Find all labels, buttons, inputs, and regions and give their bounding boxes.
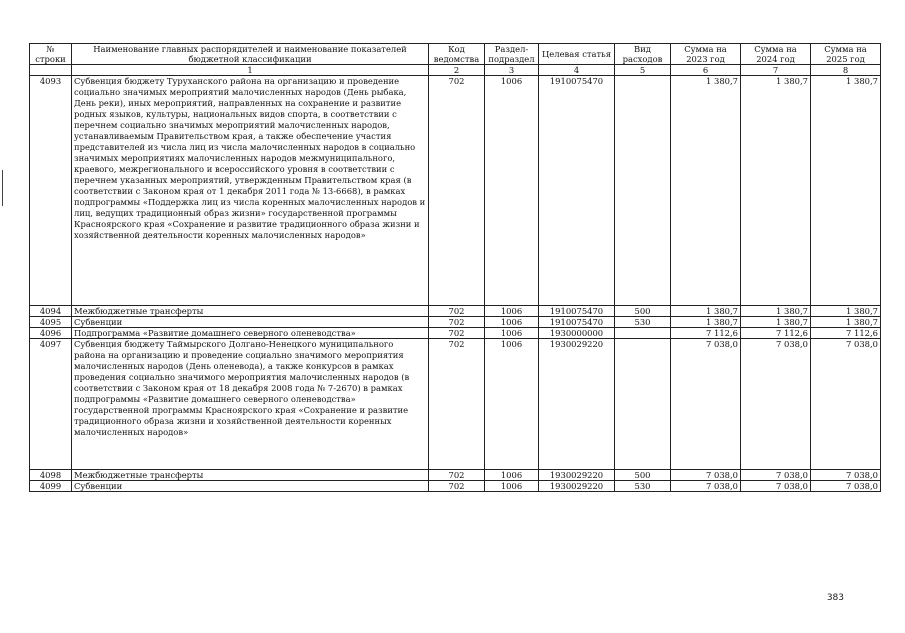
row-dept: 702 bbox=[429, 481, 485, 492]
table-row bbox=[30, 306, 881, 317]
row-sum-2025: 7 038,0 bbox=[811, 339, 881, 470]
header-row bbox=[30, 44, 881, 65]
header-exp-type: Вид расходов bbox=[615, 44, 671, 65]
row-section: 1006 bbox=[485, 317, 539, 328]
header-sum-2023: Сумма на 2023 год bbox=[671, 44, 741, 65]
row-sum-2023: 7 038,0 bbox=[671, 339, 741, 470]
header-dept: Код ведомства bbox=[429, 44, 485, 65]
row-name: Субвенции bbox=[72, 481, 429, 492]
row-exp-type: 530 bbox=[615, 317, 671, 328]
row-section: 1006 bbox=[485, 76, 539, 306]
row-sum-2024: 7 112,6 bbox=[741, 328, 811, 339]
row-dept: 702 bbox=[429, 470, 485, 481]
table-row bbox=[30, 481, 881, 492]
row-sum-2024: 1 380,7 bbox=[741, 317, 811, 328]
row-no: 4093 bbox=[30, 76, 72, 306]
margin-mark bbox=[2, 170, 3, 206]
row-no: 4097 bbox=[30, 339, 72, 470]
row-sum-2025: 1 380,7 bbox=[811, 76, 881, 306]
row-sum-2023: 1 380,7 bbox=[671, 306, 741, 317]
row-no: 4096 bbox=[30, 328, 72, 339]
row-dept: 702 bbox=[429, 328, 485, 339]
row-sum-2024: 1 380,7 bbox=[741, 76, 811, 306]
row-target: 1930029220 bbox=[539, 339, 615, 470]
row-sum-2023: 1 380,7 bbox=[671, 317, 741, 328]
row-name: Субвенции bbox=[72, 317, 429, 328]
row-sum-2024: 7 038,0 bbox=[741, 339, 811, 470]
row-name: Межбюджетные трансферты bbox=[72, 306, 429, 317]
row-dept: 702 bbox=[429, 306, 485, 317]
row-target: 1930000000 bbox=[539, 328, 615, 339]
row-dept: 702 bbox=[429, 317, 485, 328]
col-number: 7 bbox=[741, 65, 811, 76]
row-target: 1910075470 bbox=[539, 306, 615, 317]
page-number: 383 bbox=[826, 593, 844, 603]
row-no: 4094 bbox=[30, 306, 72, 317]
row-exp-type: 500 bbox=[615, 470, 671, 481]
row-target: 1930029220 bbox=[539, 470, 615, 481]
col-number bbox=[30, 65, 72, 76]
row-sum-2025: 7 038,0 bbox=[811, 470, 881, 481]
table-row bbox=[30, 339, 881, 470]
row-exp-type bbox=[615, 328, 671, 339]
header-sum-2024: Сумма на 2024 год bbox=[741, 44, 811, 65]
table-row bbox=[30, 328, 881, 339]
row-sum-2025: 7 112,6 bbox=[811, 328, 881, 339]
row-name: Подпрограмма «Развитие домашнего северного оленеводства» bbox=[72, 328, 429, 339]
row-target: 1910075470 bbox=[539, 76, 615, 306]
row-no: 4095 bbox=[30, 317, 72, 328]
row-sum-2023: 1 380,7 bbox=[671, 76, 741, 306]
row-sum-2024: 1 380,7 bbox=[741, 306, 811, 317]
row-exp-type: 530 bbox=[615, 481, 671, 492]
table-row bbox=[30, 470, 881, 481]
column-number-row bbox=[30, 65, 881, 76]
col-number: 3 bbox=[485, 65, 539, 76]
row-no: 4098 bbox=[30, 470, 72, 481]
row-sum-2023: 7 038,0 bbox=[671, 470, 741, 481]
col-number: 8 bbox=[811, 65, 881, 76]
row-section: 1006 bbox=[485, 306, 539, 317]
col-number: 2 bbox=[429, 65, 485, 76]
row-section: 1006 bbox=[485, 470, 539, 481]
header-row-no: № строки bbox=[30, 44, 72, 65]
row-no: 4099 bbox=[30, 481, 72, 492]
row-sum-2023: 7 112,6 bbox=[671, 328, 741, 339]
row-sum-2023: 7 038,0 bbox=[671, 481, 741, 492]
row-section: 1006 bbox=[485, 481, 539, 492]
row-dept: 702 bbox=[429, 76, 485, 306]
table-row bbox=[30, 317, 881, 328]
header-section: Раздел-подраздел bbox=[485, 44, 539, 65]
row-exp-type: 500 bbox=[615, 306, 671, 317]
row-name: Межбюджетные трансферты bbox=[72, 470, 429, 481]
row-sum-2025: 7 038,0 bbox=[811, 481, 881, 492]
header-sum-2025: Сумма на 2025 год bbox=[811, 44, 881, 65]
col-number: 5 bbox=[615, 65, 671, 76]
row-target: 1910075470 bbox=[539, 317, 615, 328]
row-sum-2025: 1 380,7 bbox=[811, 317, 881, 328]
row-exp-type bbox=[615, 339, 671, 470]
table-row bbox=[30, 76, 881, 306]
row-exp-type bbox=[615, 76, 671, 306]
budget-table bbox=[29, 43, 881, 492]
col-number: 1 bbox=[72, 65, 429, 76]
header-target: Целевая статья bbox=[539, 44, 615, 65]
row-name: Субвенция бюджету Туруханского района на организацию и проведение социально значимых мероприятий малочисленных народов (День рыбака, День реки), иных мероприятий, направленных на сохранение и развитие родных языков, культуры, национальных видов спорта, в соответствии с перечнем социально значимых мероприятий малочисленных народов, устанавливаемым Правительством края, а также обеспечение участия представителей из числа лиц из числа малочисленных народов в социально значимых мероприятиях малочисленных народов межмуниципального, краевого, межрегионального и всероссийского уровня в соответствии с перечнем указанных мероприятий, утвержденным Правительством края (в соответствии с Законом края от 1 декабря 2011 года № 13-6668), в рамках подпрограммы «Поддержка лиц из числа коренных малочисленных народов и лиц, ведущих традиционный образ жизни» государственной программы Красноярского края «Сохранение и развитие традиционного образа жизни и хозяйственной деятельности коренных малочисленных народов» bbox=[72, 76, 429, 306]
row-dept: 702 bbox=[429, 339, 485, 470]
row-target: 1930029220 bbox=[539, 481, 615, 492]
col-number: 6 bbox=[671, 65, 741, 76]
row-sum-2025: 1 380,7 bbox=[811, 306, 881, 317]
col-number: 4 bbox=[539, 65, 615, 76]
header-name: Наименование главных распорядителей и наименование показателей бюджетной классификации bbox=[72, 44, 429, 65]
row-name: Субвенция бюджету Таймырского Долгано-Ненецкого муниципального района на организацию и проведение социально значимого мероприятия малочисленных народов (День оленевода), а также конкурсов в рамках проведения социально значимого мероприятия малочисленных народов (в соответствии с Законом края от 18 декабря 2008 года № 7-2670) в рамках подпрограммы «Развитие домашнего северного оленеводства» государственной программы Красноярского края «Сохранение и развитие традиционного образа жизни и хозяйственной деятельности коренных малочисленных народов» bbox=[72, 339, 429, 470]
row-section: 1006 bbox=[485, 328, 539, 339]
row-sum-2024: 7 038,0 bbox=[741, 470, 811, 481]
row-section: 1006 bbox=[485, 339, 539, 470]
row-sum-2024: 7 038,0 bbox=[741, 481, 811, 492]
